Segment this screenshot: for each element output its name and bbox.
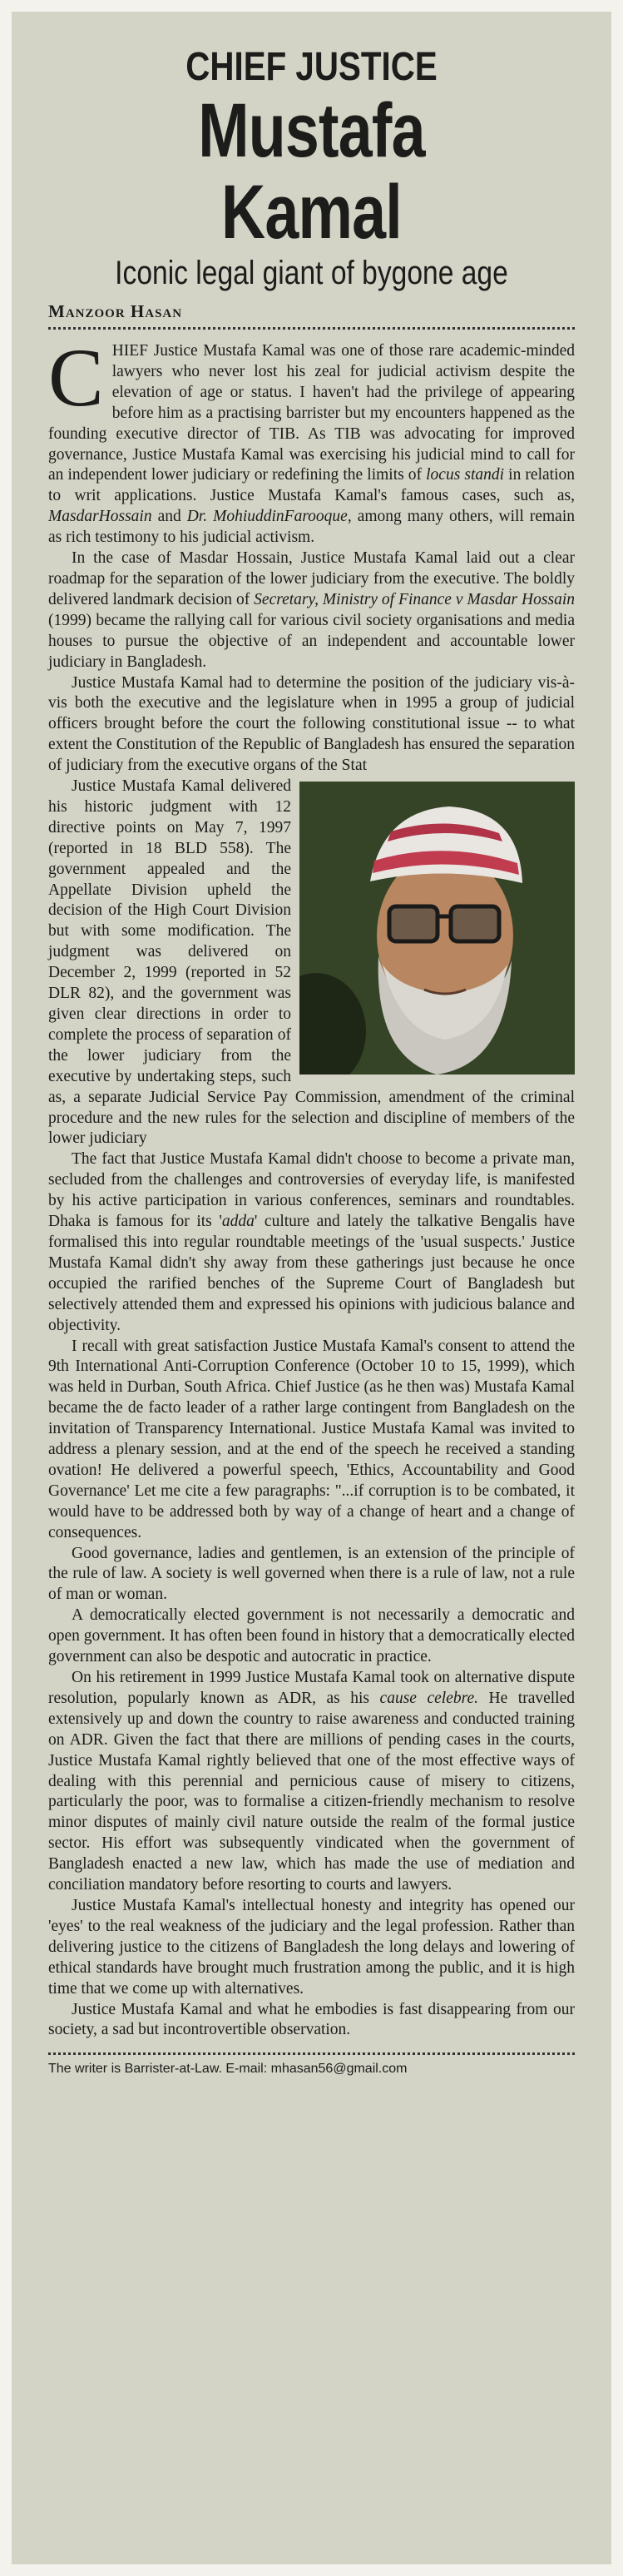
kicker-title: CHIEF JUSTICE: [185, 45, 438, 89]
paragraph-7: Good governance, ladies and gentlemen, is an extension of the principle of the rule of law. A society is well governed when there is a rule of law, not a rule of man or woman.: [48, 1544, 575, 1604]
top-divider: [48, 327, 575, 330]
article-body: [48, 331, 575, 2041]
bottom-divider: [48, 2052, 575, 2055]
article-panel: [12, 12, 611, 2564]
paragraph-8: A democratically elected government is not necessarily a democratic and open government. It has often been found in history that a democratically elected government can also be despotic and autocratic in practice.: [48, 1606, 575, 1666]
portrait-photo: [299, 782, 575, 1075]
paragraph-2: In the case of Masdar Hossain, Justice Mustafa Kamal laid out a clear roadmap for the separation of the lower judiciary from the executive. The boldly delivered landmark decision of Secretary, Ministry of Finance v Masdar Hossain (1999) became the rallying call for various civil society organisations and media houses to pursue the objective of an independent and accountable lower judiciary in Bangladesh.: [48, 549, 575, 671]
paragraph-4: Justice Mustafa Kamal delivered his historic judgment with 12 directive points on May 7, 1997 (reported in 18 BLD 558). The government appealed and the Appellate Division upheld the decision of the High Court Division but with some modification. The judgment was delivered on December 2, 1999 (reported in 52 DLR 82), and the government was given clear directions in order to complete the process of separation of the lower judiciary from the executive by undertaking steps, such as, a separate Judicial Service Pay Commission, amendment of the criminal procedure and the new rules for the selection and discipline of members of the lower judiciary: [48, 777, 575, 1148]
author-note: The writer is Barrister-at-Law. E-mail: mhasan56@gmail.com: [48, 2062, 408, 2077]
byline: Manzoor Hasan: [48, 301, 183, 321]
portrait-image: [299, 782, 575, 1075]
drop-cap: C: [48, 331, 104, 424]
subheadline: Iconic legal giant of bygone age: [115, 255, 508, 291]
paragraph-3: Justice Mustafa Kamal had to determine the position of the judiciary vis-à-vis both the executive and the legislature when in 1995 a group of judicial officers brought before the court the following constitutional issue -- to what extent the Constitution of the Republic of Bangladesh has ensured the separation of judiciary from the executive organs of the Stat: [48, 673, 575, 775]
headline: Mustafa Kamal: [198, 88, 425, 255]
paragraph-1: CHIEF Justice Mustafa Kamal was one of those rare academic-minded lawyers who never lost his zeal for judicial activism despite the elevation of age or status. I haven't had the privilege of appearing before him as a practising barrister but my encounters happened as the founding executive director of TIB. As TIB was advocating for improved governance, Justice Mustafa Kamal was exercising his judicial mind to call for an independent lower judiciary or redefining the limits of locus standi in relation to writ applications. Justice Mustafa Kamal's famous cases, such as, MasdarHossain and Dr. MohiuddinFarooque, among many others, will remain as rich testimony to his judicial activism.: [48, 331, 575, 547]
paragraph-5: The fact that Justice Mustafa Kamal didn't choose to become a private man, secluded from the challenges and controversies of everyday life, is manifested by his active participation in various conferences, seminars and roundtables. Dhaka is famous for its 'adda' culture and lately the talkative Bengalis have formalised this into regular roundtable meetings of the 'usual suspects.' Justice Mustafa Kamal didn't shy away from these gatherings just because he once occupied the rarified benches of the Supreme Court of Bangladesh but selectively attended them and expressed his opinions with judicious balance and objectivity.: [48, 1150, 575, 1334]
paragraph-10: Justice Mustafa Kamal's intellectual honesty and integrity has opened our 'eyes' to the real weakness of the judiciary and the legal profession. Rather than delivering justice to the citizens of Bangladesh the long delays and lowering of ethical standards have brought much frustration among the public, and it is high time that we come up with alternatives.: [48, 1896, 575, 1998]
paragraph-11: Justice Mustafa Kamal and what he embodies is fast disappearing from our society, a sad but incontrovertible observation.: [48, 2000, 575, 2039]
paragraph-6: I recall with great satisfaction Justice Mustafa Kamal's consent to attend the 9th International Anti-Corruption Conference (October 10 to 15, 1999), which was held in Durban, South Africa. Chief Justice (as he then was) Mustafa Kamal became the de facto leader of a rather large contingent from Bangladesh on the invitation of Transparency International. Justice Mustafa Kamal was invited to address a plenary session, and at the end of the speech he received a standing ovation! He delivered a powerful speech, 'Ethics, Accountability and Good Governance' Let me cite a few paragraphs: "...if corruption is to be combated, it would have to be addressed both by way of a change of heart and a change of consequences.: [48, 1337, 575, 1541]
paragraph-9: On his retirement in 1999 Justice Mustafa Kamal took on alternative dispute resolution, popularly known as ADR, as his cause celebre. He travelled extensively up and down the country to raise awareness and conducted training on ADR. Given the fact that there are millions of pending cases in the courts, Justice Mustafa Kamal rightly believed that one of the most effective ways of dealing with this perennial and pernicious cause of misery to citizens, particularly the poor, was to formalise a citizen-friendly mechanism to resolve minor disputes of mainly civil nature outside the realm of the formal justice sector. His effort was subsequently vindicated when the government of Bangladesh enacted a new law, which has made the use of mediation and conciliation mandatory before resorting to courts and lawyers.: [48, 1669, 575, 1894]
